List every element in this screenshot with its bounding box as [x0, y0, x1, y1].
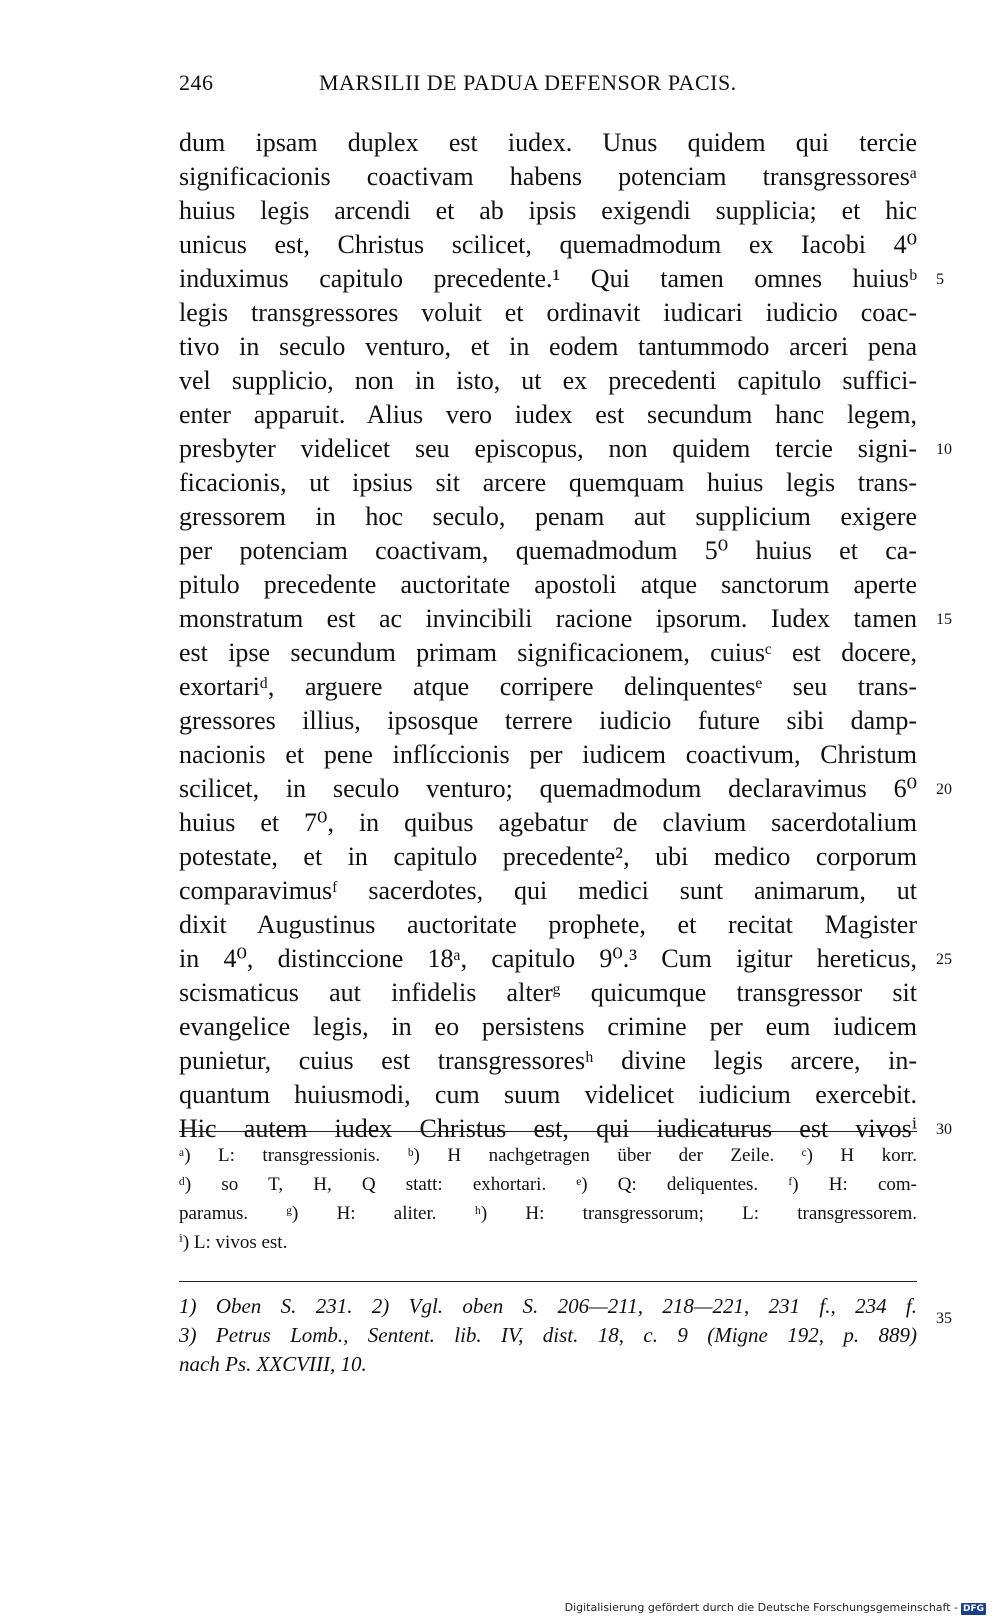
- margin-line-number: 35: [936, 1310, 952, 1327]
- text-line: enter apparuit. Alius vero iudex est secundum hanc legem,: [179, 400, 917, 429]
- text-line: evangelice legis, in eo persistens crimine per eum iudicem: [179, 1012, 917, 1041]
- margin-line-number: 10: [936, 441, 952, 458]
- text-line: in 4⁰, distinccione 18ᵃ, capitulo 9⁰.³ Cum igitur hereticus,: [179, 944, 917, 973]
- footnote-line: nach Ps. XXCVIII, 10.: [179, 1352, 367, 1376]
- text-line: scilicet, in seculo venturo; quemadmodum declaravimus 6⁰: [179, 774, 917, 803]
- margin-line-number: 5: [936, 271, 944, 288]
- text-line: legis transgressores voluit et ordinavit iudicari iudicio coac-: [179, 298, 917, 327]
- text-line: exortariᵈ, arguere atque corripere delinquentesᵉ seu trans-: [179, 672, 917, 701]
- running-title: MARSILII DE PADUA DEFENSOR PACIS.: [319, 70, 737, 95]
- footnote-line: 3) Petrus Lomb., Sentent. lib. IV, dist. 18, c. 9 (Migne 192, p. 889): [179, 1323, 917, 1347]
- text-line: unicus est, Christus scilicet, quemadmodum ex Iacobi 4⁰: [179, 230, 917, 259]
- text-line: huius legis arcendi et ab ipsis exigendi supplicia; et hic: [179, 196, 917, 225]
- text-line: gressores illius, ipsosque terrere iudicio future sibi damp-: [179, 706, 917, 735]
- margin-line-number: 20: [936, 781, 952, 798]
- text-line: induximus capitulo precedente.¹ Qui tamen omnes huiusᵇ: [179, 264, 917, 293]
- page-number: 246: [179, 70, 214, 95]
- main-text: [179, 126, 917, 1146]
- text-line: ficacionis, ut ipsius sit arcere quemquam huius legis trans-: [179, 468, 917, 497]
- margin-line-number: 25: [936, 951, 952, 968]
- digitization-credit: [565, 1601, 986, 1615]
- margin-line-number: 30: [936, 1121, 952, 1138]
- text-line: nacionis et pene inflíccionis per iudicem coactivum, Christum: [179, 740, 917, 769]
- text-line: punietur, cuius est transgressoresʰ divine legis arcere, in-: [179, 1046, 917, 1075]
- apparatus-line: ᵈ) so T, H, Q statt: exhortari. ᵉ) Q: deliquentes. ᶠ) H: com-: [179, 1174, 917, 1195]
- critical-apparatus: [179, 1141, 917, 1257]
- text-line: dum ipsam duplex est iudex. Unus quidem qui tercie: [179, 128, 917, 157]
- footnote-rule: [179, 1281, 917, 1282]
- text-line: dixit Augustinus auctoritate prophete, et recitat Magister: [179, 910, 917, 939]
- text-line: quantum huiusmodi, cum suum videlicet iudicium exercebit.: [179, 1080, 917, 1109]
- text-line: scismaticus aut infidelis alterᵍ quicumque transgressor sit: [179, 978, 917, 1007]
- apparatus-rule: [179, 1131, 917, 1132]
- text-line: huius et 7⁰, in quibus agebatur de clavium sacerdotalium: [179, 808, 917, 837]
- text-line: monstratum est ac invincibili racione ipsorum. Iudex tamen: [179, 604, 917, 633]
- credit-text: Digitalisierung gefördert durch die Deutsche Forschungsgemeinschaft -: [564, 1601, 958, 1614]
- dfg-logo: DFG: [962, 1604, 984, 1614]
- text-line: vel supplicio, non in isto, ut ex precedenti capitulo suffici-: [179, 366, 917, 395]
- text-line: gressorem in hoc seculo, penam aut supplicium exigere: [179, 502, 917, 531]
- text-line: per potenciam coactivam, quemadmodum 5⁰ huius et ca-: [179, 536, 917, 565]
- text-line: pitulo precedente auctoritate apostoli atque sanctorum aperte: [179, 570, 917, 599]
- text-line: Hic autem iudex Christus est, qui iudicaturus est vivosⁱ: [179, 1114, 917, 1143]
- text-line: potestate, et in capitulo precedente², ubi medico corporum: [179, 842, 917, 871]
- apparatus-line: ᵃ) L: transgressionis. ᵇ) H nachgetragen über der Zeile. ᶜ) H korr.: [179, 1145, 917, 1166]
- text-line: comparavimusᶠ sacerdotes, qui medici sunt animarum, ut: [179, 876, 917, 905]
- margin-line-number: 15: [936, 611, 952, 628]
- apparatus-line: ⁱ) L: vivos est.: [179, 1232, 288, 1253]
- text-line: significacionis coactivam habens potenciam transgressoresᵃ: [179, 162, 917, 191]
- text-line: est ipse secundum primam significacionem, cuiusᶜ est docere,: [179, 638, 917, 667]
- text-line: tivo in seculo venturo, et in eodem tantummodo arceri pena: [179, 332, 917, 361]
- footnotes: [179, 1292, 917, 1379]
- footnote-line: 1) Oben S. 231. 2) Vgl. oben S. 206—211, 218—221, 231 f., 234 f.: [179, 1294, 917, 1318]
- text-line: presbyter videlicet seu episcopus, non quidem tercie signi-: [179, 434, 917, 463]
- apparatus-line: paramus. ᵍ) H: aliter. ʰ) H: transgressorum; L: transgressorem.: [179, 1203, 917, 1224]
